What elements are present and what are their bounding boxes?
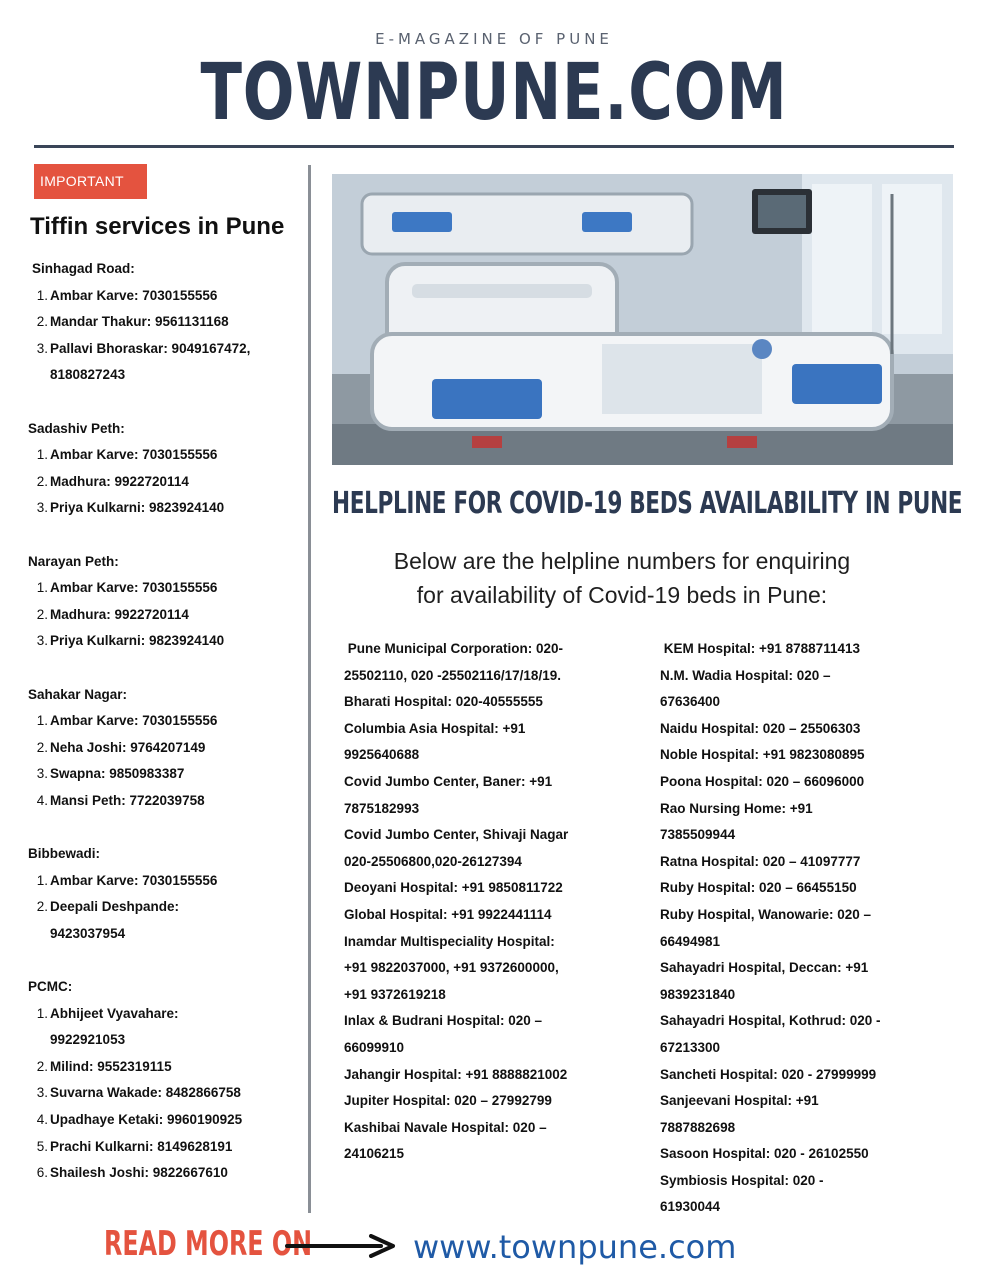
area-heading: Sahakar Nagar: [28,686,128,702]
list-item [28,628,303,655]
helpline-line: Ratna Hospital: 020 – 41097777 [660,853,861,869]
helpline-line: KEM Hospital: +91 8788711413 [660,641,860,656]
list-item [28,362,303,389]
helpline-intro-line-1: Below are the helpline numbers for enquiring [393,548,851,574]
list-item-text: Priya Kulkarni: 9823924140 [50,633,225,649]
helpline-line: Sanjeevani Hospital: +91 [660,1093,819,1109]
list-item [28,602,303,629]
hospital-beds-photo [332,174,953,465]
list-item-number: 2. [36,1058,48,1074]
area-heading: Sinhagad Road: [32,261,135,276]
list-item-number: 3. [36,633,48,649]
helpline-line: Ruby Hospital, Wanowarie: 020 – [660,906,872,922]
helpline-line: Jupiter Hospital: 020 – 27992799 [344,1093,552,1109]
list-item [28,894,303,921]
list-item [28,921,303,948]
helpline-column-b [660,636,935,1221]
helpline-line: N.M. Wadia Hospital: 020 – [660,667,831,683]
list-item [28,283,303,310]
list-item-text: Milind: 9552319115 [50,1058,172,1074]
helpline-intro [332,544,912,612]
list-item-number: 1. [36,580,48,596]
list-item-number: 1. [36,713,48,729]
list-gap [28,522,303,549]
list-item-number: 1. [36,1005,48,1021]
list-item [28,336,303,363]
magazine-tagline: E-MAGAZINE OF PUNE [375,30,613,48]
list-item-number: 6. [36,1165,48,1181]
list-item [28,1054,303,1081]
helpline-line: Symbiosis Hospital: 020 - [660,1172,824,1188]
list-item [28,309,303,336]
list-item-text: Ambar Karve: 7030155556 [50,713,218,729]
list-gap [28,814,303,841]
list-item-text: Mandar Thakur: 9561131168 [50,314,229,330]
list-item [28,1027,303,1054]
helpline-line: 7887882698 [660,1119,736,1135]
hospital-beds-illustration [332,174,953,465]
helpline-title: HELPLINE FOR COVID-19 BEDS AVAILABILITY IN PUNE [332,486,963,521]
list-item-number: 2. [36,739,48,755]
list-item [28,442,303,469]
helpline-line: Global Hospital: +91 9922441114 [344,906,552,922]
list-item-number: 3. [36,1085,48,1101]
area-list [28,1001,303,1187]
list-gap [28,389,303,416]
list-item-number: 2. [36,314,48,330]
helpline-line: Kashibai Navale Hospital: 020 – [344,1119,547,1135]
list-item [28,788,303,815]
list-item [28,1080,303,1107]
list-item-text: 9922921053 [50,1032,126,1048]
arrow-right-icon [285,1234,397,1258]
tiffin-title: Tiffin services in Pune [30,213,285,240]
list-item [28,575,303,602]
list-item [28,469,303,496]
helpline-line: 66099910 [344,1039,405,1055]
helpline-line: Jahangir Hospital: +91 8888821002 [344,1066,568,1082]
list-item-text: Ambar Karve: 7030155556 [50,872,218,888]
helpline-line: 61930044 [660,1199,721,1215]
helpline-line: 7385509944 [660,827,736,843]
helpline-line: Rao Nursing Home: +91 [660,800,813,816]
helpline-line: Naidu Hospital: 020 – 25506303 [660,720,861,736]
area-heading: Sadashiv Peth: [28,420,125,436]
important-badge: IMPORTANT [34,164,147,199]
list-item-text: Madhura: 9922720114 [50,473,189,489]
list-item-text: Shailesh Joshi: 9822667610 [50,1165,228,1181]
list-item-text: Neha Joshi: 9764207149 [50,739,206,755]
header-divider [34,145,954,148]
list-item [28,1134,303,1161]
tiffin-list [28,256,303,1187]
helpline-intro-line-2: for availability of Covid-19 beds in Pune: [416,582,828,608]
area-heading: PCMC: [28,979,73,995]
helpline-line: 9839231840 [660,986,736,1002]
list-item-number: 2. [36,473,48,489]
list-item-number: 4. [36,792,48,808]
list-item-number: 1. [36,447,48,463]
list-item [28,495,303,522]
website-link[interactable]: www.townpune.com [413,1228,737,1266]
area-heading: Narayan Peth: [28,553,119,569]
list-item-text: Suvarna Wakade: 8482866758 [50,1085,241,1101]
helpline-line: 25502110, 020 -25502116/17/18/19. [344,667,561,683]
list-item-text: Ambar Karve: 7030155556 [50,447,218,463]
helpline-line: 67636400 [660,694,721,710]
helpline-line: 67213300 [660,1039,721,1055]
area-list [28,283,303,389]
list-item-number: 3. [36,500,48,516]
area-list [28,575,303,655]
read-more-label: READ MORE ON [104,1224,312,1264]
list-item-text: Ambar Karve: 7030155556 [50,287,218,303]
helpline-line: Ruby Hospital: 020 – 66455150 [660,880,857,896]
list-item-text: Ambar Karve: 7030155556 [50,580,218,596]
helpline-line: Noble Hospital: +91 9823080895 [660,747,865,763]
list-item [28,1160,303,1187]
list-item [28,1001,303,1028]
list-gap [28,655,303,682]
list-item-number: 5. [36,1138,48,1154]
helpline-line: Deoyani Hospital: +91 9850811722 [344,880,563,896]
list-item-text: Madhura: 9922720114 [50,606,189,622]
helpline-line: Bharati Hospital: 020-40555555 [344,694,543,710]
list-item-text: Swapna: 9850983387 [50,766,185,782]
list-item-number: 2. [36,899,48,915]
area-list [28,442,303,522]
helpline-line: +91 9372619218 [344,986,446,1002]
list-item-text: Abhijeet Vyavahare: [50,1005,179,1021]
list-item-number: 3. [36,340,48,356]
helpline-line: Inlax & Budrani Hospital: 020 – [344,1013,543,1029]
helpline-line: Pune Municipal Corporation: 020- [344,641,564,656]
list-item-text: 9423037954 [50,925,126,941]
list-item-number: 1. [36,872,48,888]
helpline-line: 66494981 [660,933,721,949]
helpline-line: Sahayadri Hospital, Kothrud: 020 - [660,1013,881,1029]
list-item [28,1107,303,1134]
list-item [28,735,303,762]
area-list [28,868,303,948]
list-item [28,868,303,895]
helpline-line: 020-25506800,020-26127394 [344,853,522,869]
helpline-line: Sasoon Hospital: 020 - 26102550 [660,1146,869,1162]
helpline-line: Sahayadri Hospital, Deccan: +91 [660,960,869,976]
list-item-text: Deepali Deshpande: [50,899,180,915]
helpline-line: Poona Hospital: 020 – 66096000 [660,773,865,789]
area-heading: Bibbewadi: [28,846,101,862]
list-item-text: Prachi Kulkarni: 8149628191 [50,1138,233,1154]
helpline-line: Columbia Asia Hospital: +91 [344,720,526,736]
helpline-column-a [344,636,619,1168]
list-item-text: Priya Kulkarni: 9823924140 [50,500,225,516]
list-item-text: Pallavi Bhoraskar: 9049167472, [50,340,251,356]
list-item-number: 3. [36,766,48,782]
helpline-line: 7875182993 [344,800,420,816]
helpline-line: +91 9822037000, +91 9372600000, [344,960,559,976]
list-item-number: 2. [36,606,48,622]
brand-logo-text: TOWNPUNE.COM [200,48,788,138]
area-list [28,708,303,814]
helpline-line: Covid Jumbo Center, Shivaji Nagar [344,827,569,843]
list-item-text: Mansi Peth: 7722039758 [50,792,205,808]
helpline-line: Inamdar Multispeciality Hospital: [344,933,555,949]
list-item [28,708,303,735]
list-item-number: 1. [36,287,48,303]
list-item-text: 8180827243 [50,367,126,383]
list-item-number: 4. [36,1112,48,1127]
helpline-line: Covid Jumbo Center, Baner: +91 [344,773,553,789]
helpline-line: 9925640688 [344,747,420,763]
column-divider [308,165,311,1213]
helpline-line: 24106215 [344,1146,405,1162]
list-item-text: Upadhaye Ketaki: 9960190925 [50,1112,243,1127]
helpline-line: Sancheti Hospital: 020 - 27999999 [660,1066,877,1082]
list-item [28,761,303,788]
list-gap [28,947,303,974]
